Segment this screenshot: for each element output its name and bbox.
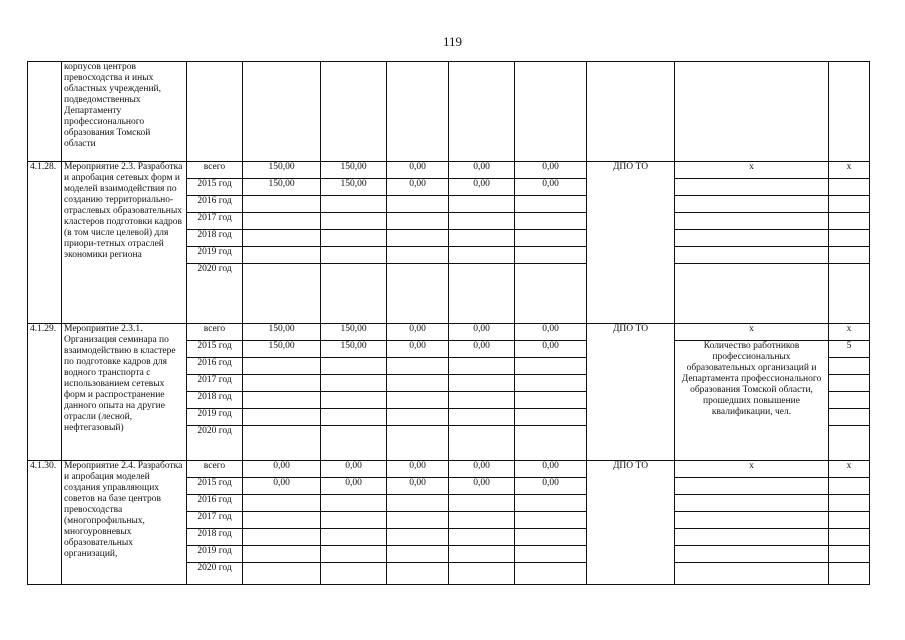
value-cell bbox=[449, 426, 515, 461]
period-cell: 2016 год bbox=[187, 495, 243, 512]
value-cell bbox=[449, 546, 515, 563]
value-cell bbox=[321, 392, 387, 409]
indicator-value bbox=[829, 375, 870, 392]
block-code: 4.1.28. bbox=[28, 162, 62, 324]
value-cell bbox=[321, 247, 387, 264]
period-cell: 2020 год bbox=[187, 426, 243, 461]
value-cell bbox=[387, 213, 449, 230]
value-cell: 150,00 bbox=[321, 179, 387, 196]
indicator-value: x bbox=[829, 461, 870, 478]
value-cell bbox=[515, 264, 587, 324]
executor-cell: ДПО ТО bbox=[587, 324, 675, 461]
indicator-value: x bbox=[829, 162, 870, 179]
value-cell bbox=[449, 358, 515, 375]
value-cell: 0,00 bbox=[449, 324, 515, 341]
value-cell bbox=[243, 495, 321, 512]
table-body bbox=[28, 62, 870, 585]
value-cell bbox=[449, 409, 515, 426]
indicator-value bbox=[829, 230, 870, 247]
value-cell bbox=[449, 529, 515, 546]
indicator-value bbox=[829, 392, 870, 409]
empty-cell bbox=[187, 62, 243, 162]
indicator-cell bbox=[675, 213, 829, 230]
value-cell bbox=[515, 358, 587, 375]
indicator-value bbox=[829, 512, 870, 529]
indicator-cell bbox=[675, 179, 829, 196]
value-cell bbox=[449, 375, 515, 392]
value-cell bbox=[243, 358, 321, 375]
value-cell: 0,00 bbox=[515, 478, 587, 495]
value-cell: 0,00 bbox=[449, 461, 515, 478]
indicator-cell: x bbox=[675, 461, 829, 478]
block-description: Мероприятие 2.3.1. Организация семинара по взаимодействию в кластере по подготовке кадров для водного транспорта с использованием сетевых форм и распространение данного опыта на другие отрасли (лесной, нефтегазовый) bbox=[62, 324, 187, 461]
period-cell: 2019 год bbox=[187, 546, 243, 563]
value-cell: 150,00 bbox=[321, 324, 387, 341]
block-description: Мероприятие 2.3. Разработка и апробация сетевых форм и моделей взаимодействия по созданию территориально-отраслевых образовательных кластеров подготовки кадров (в том числе целевой) для приори-тетных отраслей экономики региона bbox=[62, 162, 187, 324]
value-cell bbox=[321, 409, 387, 426]
value-cell bbox=[321, 196, 387, 213]
value-cell bbox=[321, 264, 387, 324]
value-cell bbox=[387, 409, 449, 426]
indicator-cell bbox=[675, 495, 829, 512]
value-cell bbox=[449, 247, 515, 264]
value-cell bbox=[387, 196, 449, 213]
period-cell: 2016 год bbox=[187, 358, 243, 375]
indicator-cell bbox=[675, 230, 829, 247]
value-cell: 150,00 bbox=[243, 324, 321, 341]
value-cell bbox=[321, 358, 387, 375]
value-cell bbox=[449, 512, 515, 529]
value-cell bbox=[243, 529, 321, 546]
value-cell bbox=[387, 426, 449, 461]
value-cell bbox=[449, 563, 515, 585]
value-cell bbox=[243, 213, 321, 230]
period-cell: 2017 год bbox=[187, 375, 243, 392]
value-cell bbox=[515, 426, 587, 461]
indicator-value bbox=[829, 478, 870, 495]
period-cell: 2017 год bbox=[187, 213, 243, 230]
table-row bbox=[28, 162, 870, 179]
page-number: 119 bbox=[442, 34, 463, 49]
value-cell: 0,00 bbox=[449, 341, 515, 358]
value-cell: 0,00 bbox=[515, 179, 587, 196]
indicator-cell bbox=[675, 247, 829, 264]
indicator-value bbox=[829, 529, 870, 546]
indicator-cell: x bbox=[675, 162, 829, 179]
period-cell: 2019 год bbox=[187, 409, 243, 426]
value-cell bbox=[387, 563, 449, 585]
value-cell bbox=[449, 495, 515, 512]
value-cell: 0,00 bbox=[387, 324, 449, 341]
period-cell: всего bbox=[187, 324, 243, 341]
period-cell: 2020 год bbox=[187, 264, 243, 324]
table-row bbox=[28, 62, 870, 162]
continuation-description: корпусов центров превосходства и иных областных учреждений, подведомственных Департаменту профессионального образования Томской области bbox=[62, 62, 187, 162]
executor-cell: ДПО ТО bbox=[587, 162, 675, 324]
empty-cell bbox=[587, 62, 675, 162]
value-cell bbox=[515, 392, 587, 409]
value-cell bbox=[321, 375, 387, 392]
value-cell bbox=[243, 392, 321, 409]
indicator-value bbox=[829, 358, 870, 375]
indicator-value: x bbox=[829, 324, 870, 341]
executor-cell: ДПО ТО bbox=[587, 461, 675, 585]
value-cell: 0,00 bbox=[387, 478, 449, 495]
value-cell bbox=[243, 546, 321, 563]
value-cell bbox=[321, 230, 387, 247]
value-cell bbox=[387, 230, 449, 247]
period-cell: всего bbox=[187, 461, 243, 478]
value-cell: 0,00 bbox=[515, 461, 587, 478]
value-cell bbox=[243, 375, 321, 392]
indicator-cell bbox=[675, 478, 829, 495]
value-cell bbox=[387, 375, 449, 392]
value-cell: 0,00 bbox=[515, 341, 587, 358]
value-cell bbox=[321, 546, 387, 563]
value-cell bbox=[515, 409, 587, 426]
period-cell: 2019 год bbox=[187, 247, 243, 264]
value-cell bbox=[243, 230, 321, 247]
value-cell: 150,00 bbox=[321, 162, 387, 179]
value-cell: 150,00 bbox=[243, 162, 321, 179]
empty-cell bbox=[243, 62, 321, 162]
value-cell bbox=[321, 529, 387, 546]
empty-cell bbox=[449, 62, 515, 162]
value-cell: 150,00 bbox=[321, 341, 387, 358]
block-code: 4.1.30. bbox=[28, 461, 62, 585]
indicator-value bbox=[829, 196, 870, 213]
value-cell bbox=[243, 409, 321, 426]
table-row bbox=[28, 324, 870, 341]
value-cell bbox=[387, 264, 449, 324]
value-cell: 0,00 bbox=[449, 162, 515, 179]
period-cell: 2020 год bbox=[187, 563, 243, 585]
value-cell bbox=[515, 196, 587, 213]
value-cell bbox=[515, 213, 587, 230]
value-cell bbox=[243, 512, 321, 529]
period-cell: 2016 год bbox=[187, 196, 243, 213]
value-cell: 0,00 bbox=[321, 478, 387, 495]
indicator-cell bbox=[675, 546, 829, 563]
value-cell: 0,00 bbox=[449, 478, 515, 495]
value-cell bbox=[321, 563, 387, 585]
indicator-value bbox=[829, 426, 870, 461]
value-cell bbox=[515, 512, 587, 529]
value-cell: 0,00 bbox=[387, 341, 449, 358]
value-cell bbox=[449, 392, 515, 409]
indicator-value bbox=[829, 247, 870, 264]
value-cell: 0,00 bbox=[321, 461, 387, 478]
period-cell: 2015 год bbox=[187, 478, 243, 495]
empty-cell bbox=[28, 62, 62, 162]
value-cell bbox=[321, 426, 387, 461]
period-cell: 2018 год bbox=[187, 230, 243, 247]
value-cell bbox=[449, 196, 515, 213]
indicator-text: Количество работников профессиональных образовательных организаций и Департамента профессионального образования Томской области, прошедших повышение квалификации, чел. bbox=[675, 341, 829, 461]
value-cell bbox=[387, 546, 449, 563]
value-cell bbox=[387, 247, 449, 264]
indicator-cell bbox=[675, 196, 829, 213]
period-cell: 2015 год bbox=[187, 341, 243, 358]
value-cell bbox=[515, 375, 587, 392]
indicator-value bbox=[829, 264, 870, 324]
value-cell bbox=[515, 546, 587, 563]
period-cell: всего bbox=[187, 162, 243, 179]
indicator-value bbox=[829, 213, 870, 230]
value-cell: 0,00 bbox=[243, 461, 321, 478]
empty-cell bbox=[515, 62, 587, 162]
empty-cell bbox=[675, 62, 829, 162]
value-cell bbox=[321, 495, 387, 512]
period-cell: 2017 год bbox=[187, 512, 243, 529]
value-cell bbox=[243, 196, 321, 213]
value-cell bbox=[321, 213, 387, 230]
program-table bbox=[27, 61, 870, 585]
value-cell: 0,00 bbox=[515, 162, 587, 179]
table-row bbox=[28, 461, 870, 478]
value-cell bbox=[387, 529, 449, 546]
value-cell bbox=[387, 495, 449, 512]
value-cell bbox=[515, 230, 587, 247]
indicator-value bbox=[829, 179, 870, 196]
indicator-cell bbox=[675, 563, 829, 585]
block-code: 4.1.29. bbox=[28, 324, 62, 461]
value-cell bbox=[515, 563, 587, 585]
value-cell: 0,00 bbox=[387, 461, 449, 478]
indicator-value: 5 bbox=[829, 341, 870, 358]
value-cell bbox=[515, 529, 587, 546]
value-cell bbox=[387, 512, 449, 529]
period-cell: 2018 год bbox=[187, 529, 243, 546]
value-cell: 0,00 bbox=[387, 162, 449, 179]
value-cell bbox=[515, 495, 587, 512]
value-cell bbox=[243, 563, 321, 585]
indicator-cell: x bbox=[675, 324, 829, 341]
value-cell: 150,00 bbox=[243, 341, 321, 358]
value-cell bbox=[387, 392, 449, 409]
value-cell bbox=[321, 512, 387, 529]
empty-cell bbox=[321, 62, 387, 162]
empty-cell bbox=[829, 62, 870, 162]
value-cell bbox=[243, 264, 321, 324]
indicator-cell bbox=[675, 529, 829, 546]
value-cell bbox=[243, 426, 321, 461]
value-cell bbox=[515, 247, 587, 264]
value-cell bbox=[449, 230, 515, 247]
indicator-value bbox=[829, 409, 870, 426]
value-cell: 0,00 bbox=[243, 478, 321, 495]
value-cell: 150,00 bbox=[243, 179, 321, 196]
value-cell: 0,00 bbox=[449, 179, 515, 196]
indicator-value bbox=[829, 495, 870, 512]
period-cell: 2015 год bbox=[187, 179, 243, 196]
indicator-value bbox=[829, 546, 870, 563]
indicator-cell bbox=[675, 512, 829, 529]
value-cell: 0,00 bbox=[515, 324, 587, 341]
empty-cell bbox=[387, 62, 449, 162]
period-cell: 2018 год bbox=[187, 392, 243, 409]
value-cell bbox=[387, 358, 449, 375]
indicator-cell bbox=[675, 264, 829, 324]
indicator-value bbox=[829, 563, 870, 585]
value-cell: 0,00 bbox=[387, 179, 449, 196]
value-cell bbox=[449, 264, 515, 324]
value-cell bbox=[449, 213, 515, 230]
block-description: Мероприятие 2.4. Разработка и апробация моделей создания управляющих советов на базе центров превосходства (многопрофильных, многоуровневых образовательных организаций, bbox=[62, 461, 187, 585]
value-cell bbox=[243, 247, 321, 264]
